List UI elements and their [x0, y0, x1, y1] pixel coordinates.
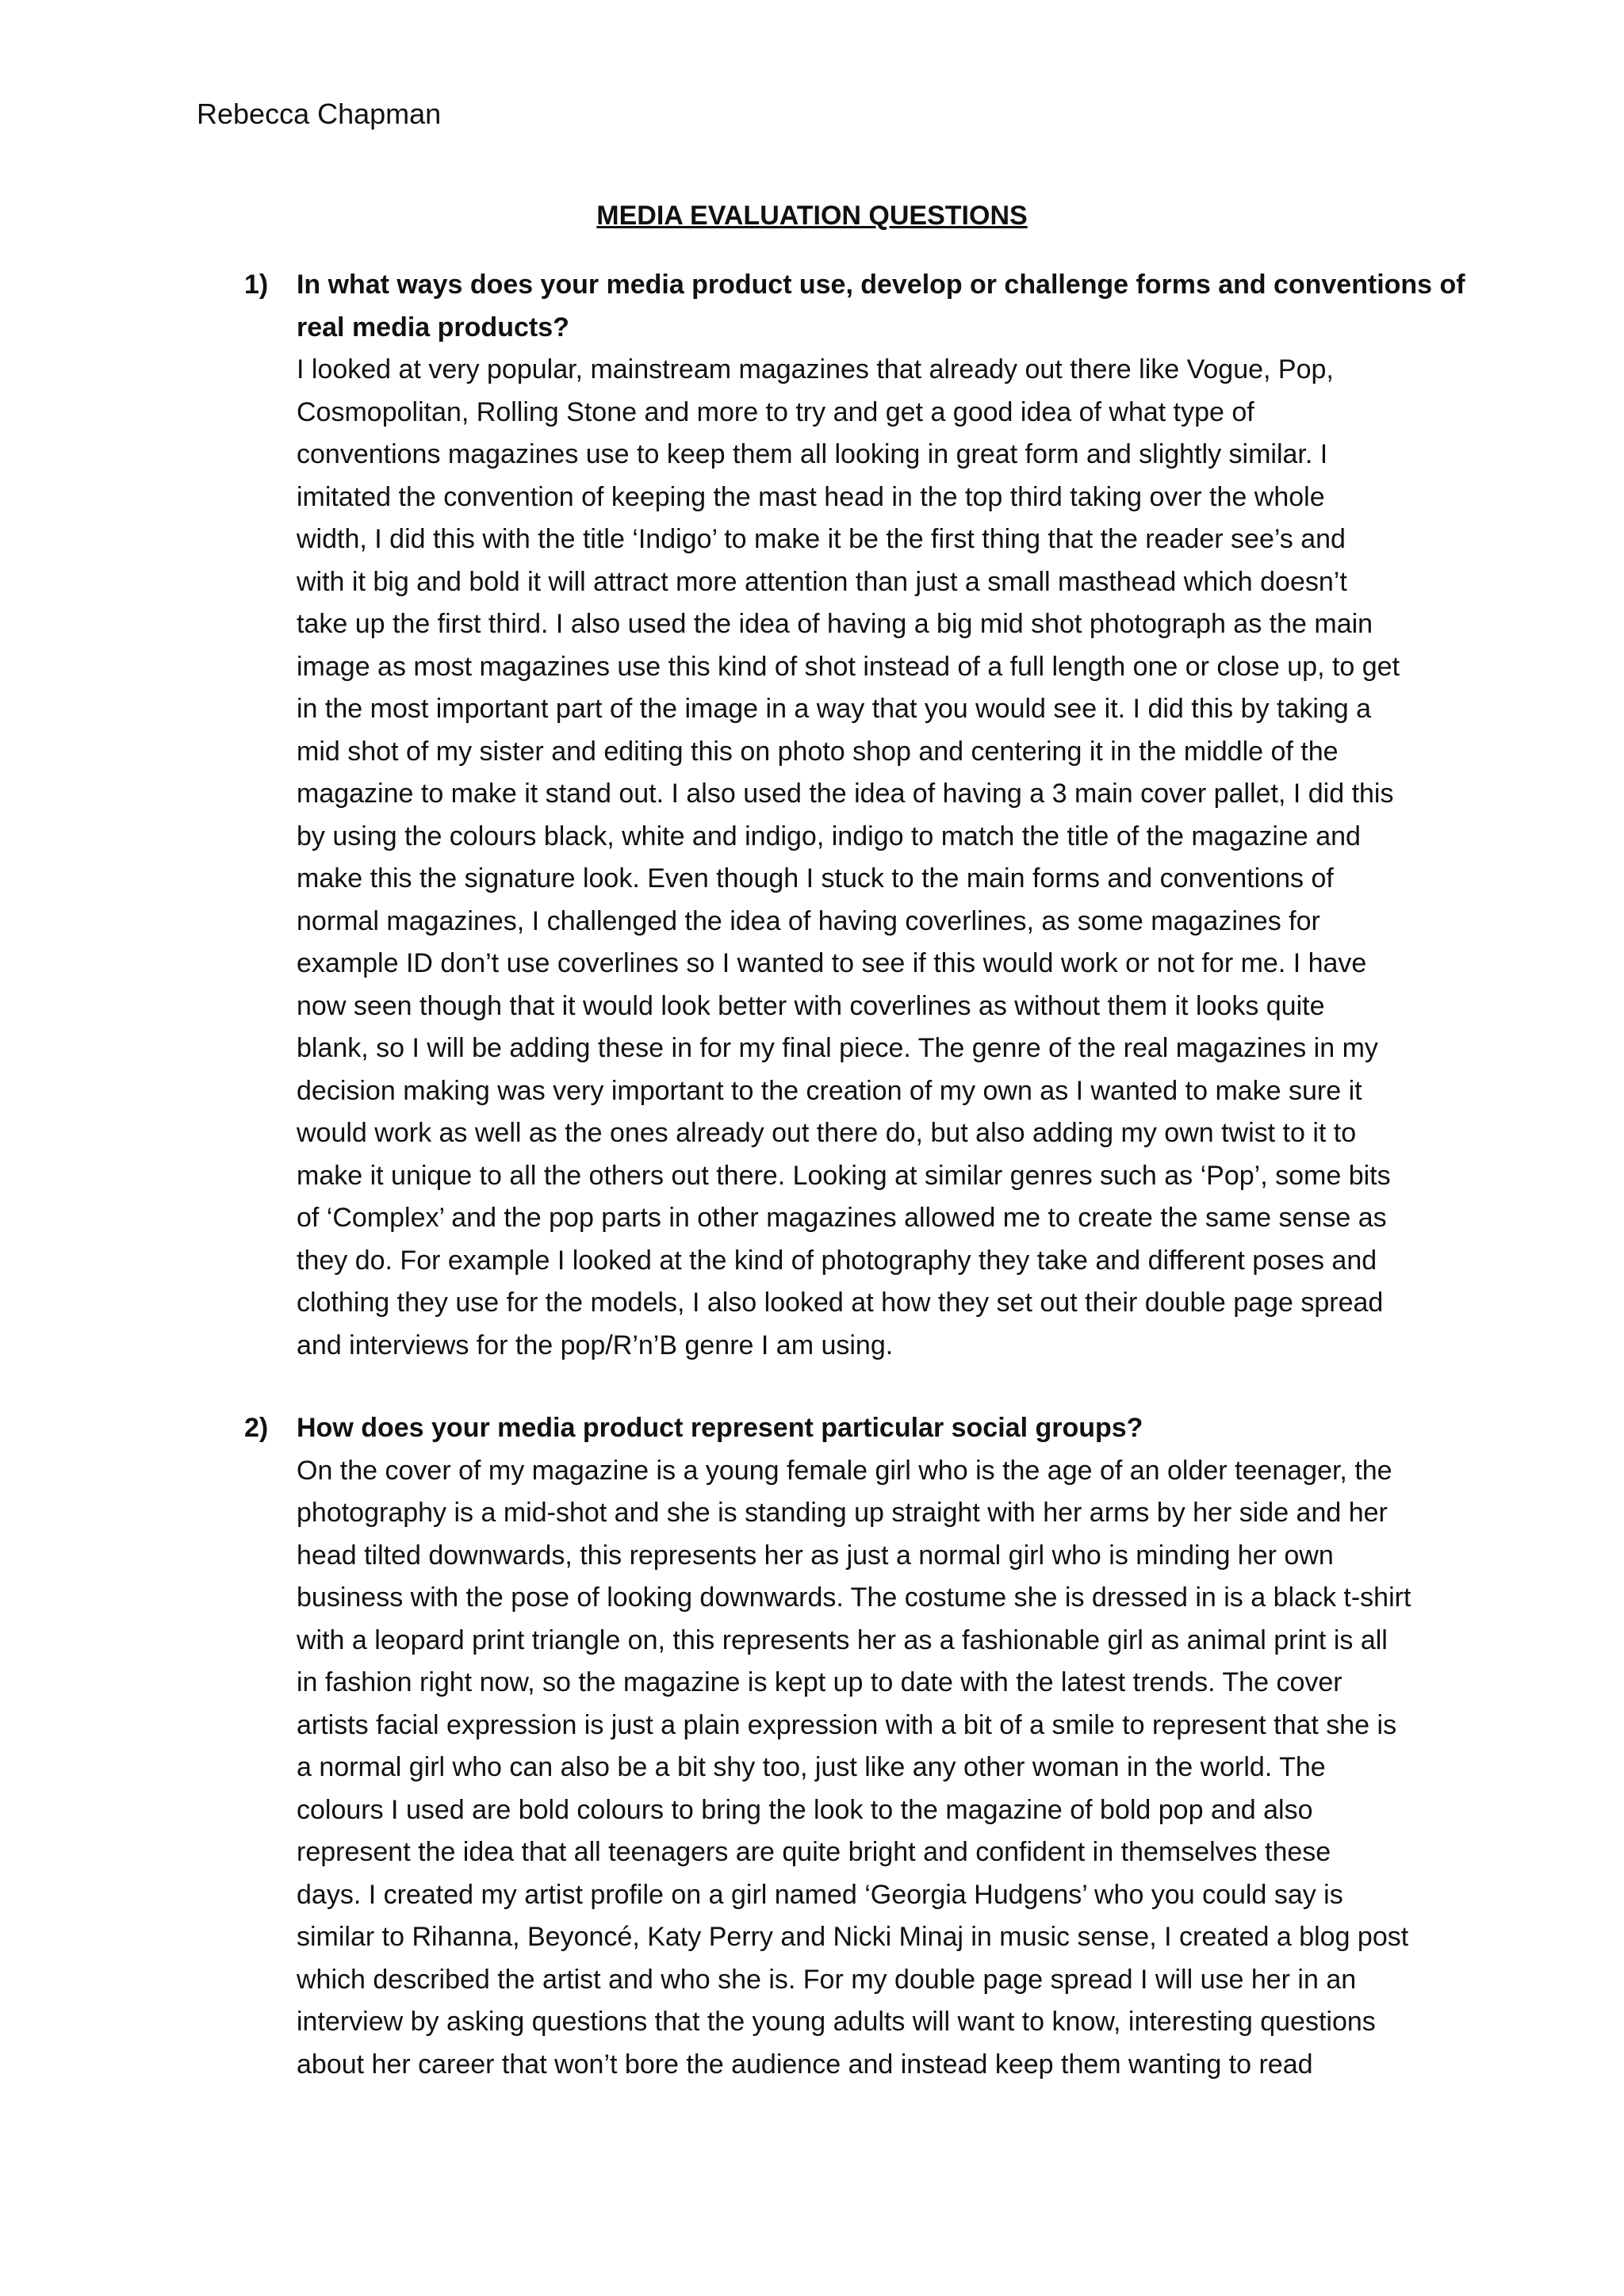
author-name: Rebecca Chapman: [197, 98, 442, 130]
answer-line: about her career that won’t bore the audience and instead keep them wanting to read: [297, 2049, 1313, 2080]
answer-line: conventions magazines use to keep them all looking in great form and slightly similar. I: [297, 439, 1328, 469]
answer-line: magazine to make it stand out. I also used the idea of having a 3 main cover pallet, I did this: [297, 779, 1394, 809]
answer-line: mid shot of my sister and editing this on photo shop and centering it in the middle of the: [297, 736, 1339, 767]
answer-line: which described the artist and who she is. For my double page spread I will use her in an: [297, 1964, 1357, 1995]
answer-line: interview by asking questions that the young adults will want to know, interesting questions: [297, 2007, 1376, 2037]
answer-line: would work as well as the ones already out there do, but also adding my own twist to it to: [297, 1118, 1357, 1148]
answer-line: similar to Rihanna, Beyoncé, Katy Perry and Nicki Minaj in music sense, I created a blog post: [297, 1922, 1409, 1952]
answer-line: take up the first third. I also used the idea of having a big mid shot photograph as the main: [297, 609, 1373, 639]
answer-line: I looked at very popular, mainstream magazines that already out there like Vogue, Pop,: [297, 354, 1334, 385]
answer-line: in the most important part of the image in a way that you would see it. I did this by taking a: [297, 694, 1372, 724]
question-heading-line: In what ways does your media product use, develop or challenge forms and conventions of: [297, 270, 1465, 300]
answer-line: colours I used are bold colours to bring the look to the magazine of bold pop and also: [297, 1794, 1313, 1825]
question-heading-line: How does your media product represent particular social groups?: [297, 1413, 1143, 1443]
answer-line: in fashion right now, so the magazine is kept up to date with the latest trends. The cover: [297, 1667, 1342, 1697]
question-number: 1): [244, 270, 269, 300]
answer-line: make it unique to all the others out there. Looking at similar genres such as ‘Pop’, some bits: [297, 1160, 1391, 1191]
answer-line: days. I created my artist profile on a girl named ‘Georgia Hudgens’ who you could say is: [297, 1879, 1343, 1910]
answer-line: image as most magazines use this kind of shot instead of a full length one or close up, to get: [297, 651, 1400, 682]
answer-line: blank, so I will be adding these in for my final piece. The genre of the real magazines in my: [297, 1033, 1378, 1063]
question-heading-line: real media products?: [297, 312, 569, 342]
answer-line: by using the colours black, white and indigo, indigo to match the title of the magazine and: [297, 821, 1361, 851]
answer-line: On the cover of my magazine is a young female girl who is the age of an older teenager, the: [297, 1455, 1392, 1486]
answer-line: represent the idea that all teenagers are quite bright and confident in themselves these: [297, 1837, 1331, 1867]
answer-line: of ‘Complex’ and the pop parts in other magazines allowed me to create the same sense as: [297, 1203, 1387, 1233]
answer-line: with it big and bold it will attract more attention than just a small masthead which doesn’t: [297, 566, 1347, 597]
answer-line: width, I did this with the title ‘Indigo’ to make it be the first thing that the reader see’s and: [297, 524, 1346, 554]
answer-line: make this the signature look. Even though I stuck to the main forms and conventions of: [297, 863, 1334, 894]
question-body: [297, 1407, 1465, 2086]
document-title: MEDIA EVALUATION QUESTIONS: [596, 201, 1028, 231]
answer-line: head tilted downwards, this represents her as just a normal girl who is minding her own: [297, 1540, 1334, 1571]
answer-line: they do. For example I looked at the kind of photography they take and different poses and: [297, 1245, 1377, 1276]
answer-line: a normal girl who can also be a bit shy too, just like any other woman in the world. The: [297, 1752, 1326, 1782]
answer-line: and interviews for the pop/R’n’B genre I am using.: [297, 1330, 894, 1360]
answer-line: decision making was very important to the creation of my own as I wanted to make sure it: [297, 1075, 1362, 1106]
answer-line: normal magazines, I challenged the idea of having coverlines, as some magazines for: [297, 905, 1320, 936]
answer-line: clothing they use for the models, I also looked at how they set out their double page spread: [297, 1288, 1384, 1318]
answer-line: artists facial expression is just a plain expression with a bit of a smile to represent that she is: [297, 1709, 1397, 1740]
answer-line: imitated the convention of keeping the mast head in the top third taking over the whole: [297, 481, 1325, 512]
answer-line: now seen though that it would look better with coverlines as without them it looks quite: [297, 990, 1325, 1021]
answer-line: example ID don’t use coverlines so I wanted to see if this would work or not for me. I have: [297, 948, 1367, 978]
answer-line: with a leopard print triangle on, this represents her as a fashionable girl as animal print is all: [297, 1624, 1388, 1655]
question-body: [297, 264, 1465, 1367]
answer-line: business with the pose of looking downwards. The costume she is dressed in is a black t-shirt: [297, 1582, 1411, 1613]
question-number: 2): [244, 1413, 269, 1443]
answer-line: Cosmopolitan, Rolling Stone and more to try and get a good idea of what type of: [297, 396, 1254, 427]
answer-line: photography is a mid-shot and she is standing up straight with her arms by her side and her: [297, 1498, 1388, 1528]
